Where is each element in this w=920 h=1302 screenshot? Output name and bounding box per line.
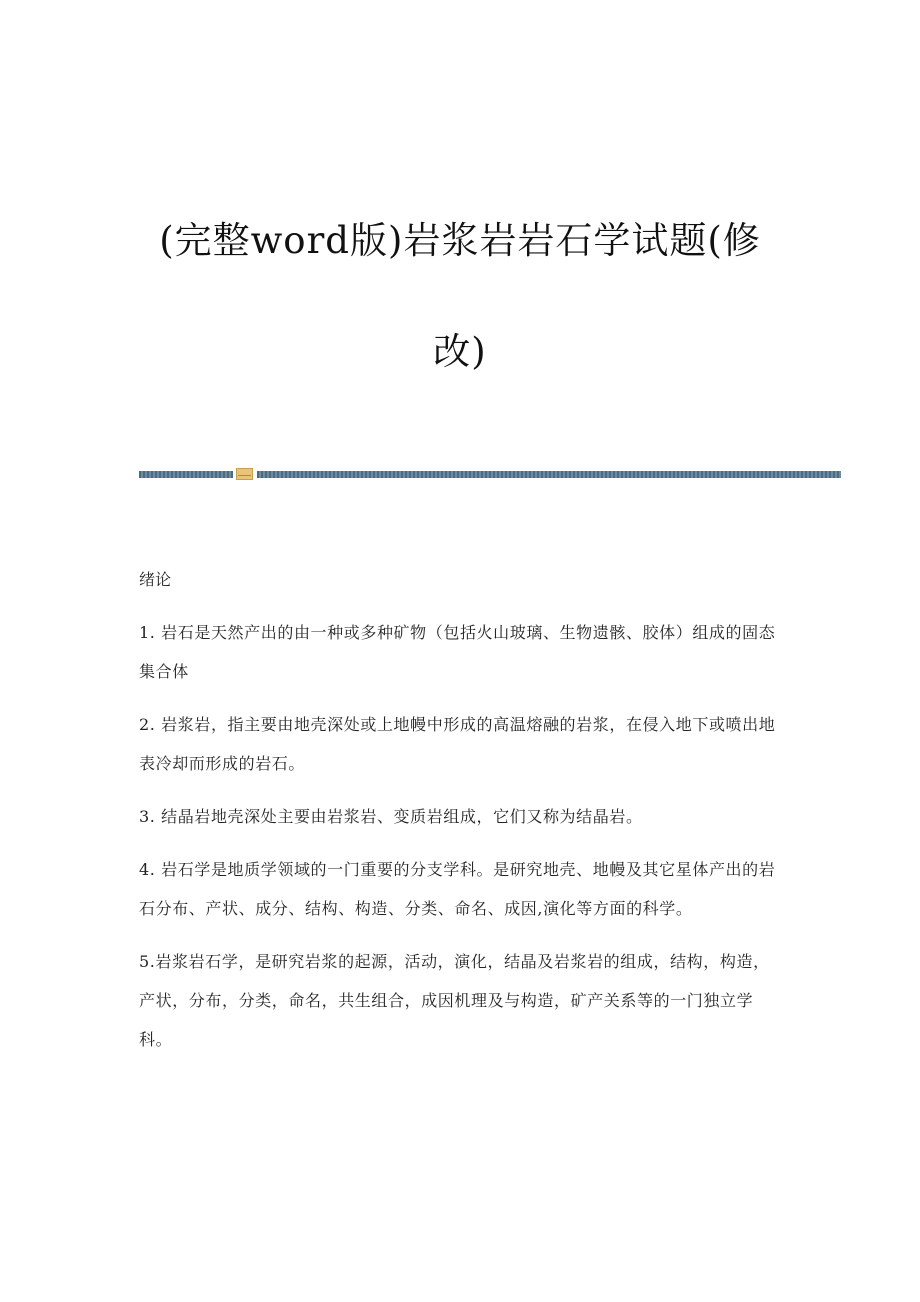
section-heading: 绪论 <box>139 570 172 589</box>
envelope-icon <box>236 468 253 480</box>
paragraph-2: 2. 岩浆岩，指主要由地壳深处或上地幔中形成的高温熔融的岩浆，在侵入地下或喷出地表冷却而形成的岩石。 <box>139 715 776 773</box>
document-body <box>139 560 784 1073</box>
paragraph-5: 5.岩浆岩石学，是研究岩浆的起源，活动，演化，结晶及岩浆岩的组成，结构，构造，产状，分布，分类，命名，共生组合，成因机理及与构造，矿产关系等的一门独立学科。 <box>139 952 770 1049</box>
paragraph-4: 4. 岩石学是地质学领域的一门重要的分支学科。是研究地壳、地幔及其它星体产出的岩石分布、产状、成分、结构、构造、分类、命名、成因,演化等方面的科学。 <box>139 860 776 918</box>
document-title <box>0 185 920 407</box>
title-line-2: 改) <box>433 330 487 373</box>
divider-bar-left <box>139 471 233 478</box>
divider-bar-right <box>257 471 841 478</box>
title-line-1: (完整word版)岩浆岩岩石学试题(修 <box>159 219 761 262</box>
paragraph-3: 3. 结晶岩地壳深处主要由岩浆岩、变质岩组成，它们又称为结晶岩。 <box>139 807 643 826</box>
decorative-divider <box>139 466 841 482</box>
paragraph-1: 1. 岩石是天然产出的由一种或多种矿物（包括火山玻璃、生物遗骸、胶体）组成的固态集合体 <box>139 623 776 681</box>
